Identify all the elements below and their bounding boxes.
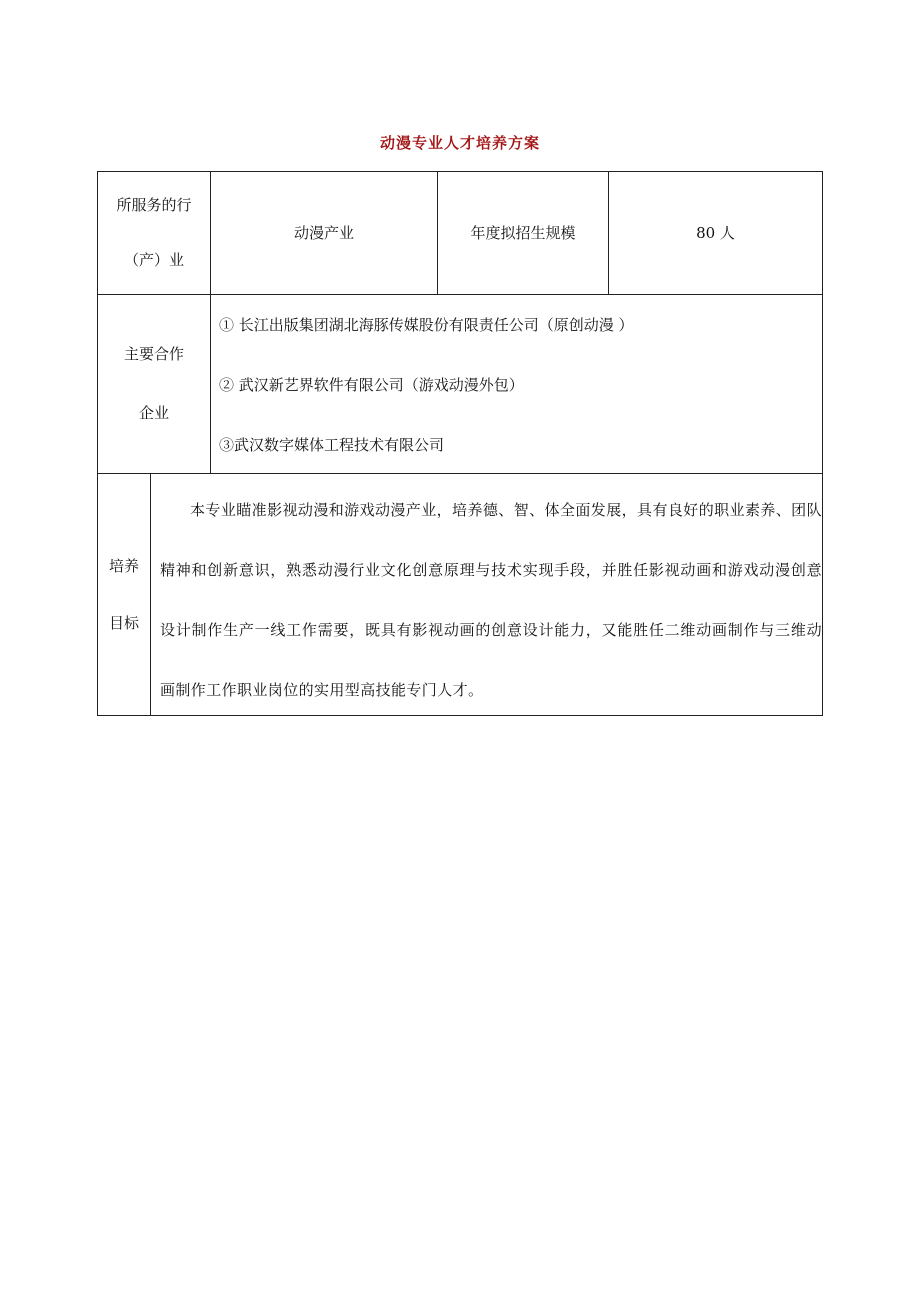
enrollment-value-cell [609,172,822,294]
goal-label-line2: 目标 [108,614,139,632]
partners-label-line1: 主要合作 [123,345,184,363]
col-divider-r3 [150,473,151,716]
industry-label-line1: 所服务的行 [116,196,192,214]
enrollment-label: 年度拟招生规模 [470,223,576,242]
industry-value: 动漫产业 [293,223,354,242]
partner-item-2: ② 武汉新艺界软件有限公司（游戏动漫外包） [219,376,524,394]
industry-label-cell [98,172,210,294]
enrollment-label-cell [438,172,608,294]
row-divider-2 [98,473,822,474]
partner-item-1: ① 长江出版集团湖北海豚传媒股份有限责任公司（原创动漫 ） [219,316,634,334]
enrollment-value: 80 人 [696,223,735,242]
goal-label-line1: 培养 [108,557,139,575]
partners-label-cell [98,295,210,473]
industry-label-line2: （产）业 [123,251,184,269]
partner-item-3: ③武汉数字媒体工程技术有限公司 [219,436,445,454]
page-title: 动漫专业人才培养方案 [379,134,540,152]
partners-label-line2: 企业 [138,404,169,422]
partners-list-cell [211,295,822,473]
goal-description: 本专业瞄准影视动漫和游戏动漫产业，培养德、智、体全面发展，具有良好的职业素养、团队精神和创新意识，熟悉动漫行业文化创意原理与技术实现手段，并胜任影视动画和游戏动漫创意设计制作生产一线工作需要，既具有影视动画的创意设计能力，又能胜任二维动画制作与三维动画制作工作职业岗位的实用型高技能专门人才。 [160,501,822,699]
industry-value-cell [211,172,437,294]
goal-label-cell [98,474,150,716]
